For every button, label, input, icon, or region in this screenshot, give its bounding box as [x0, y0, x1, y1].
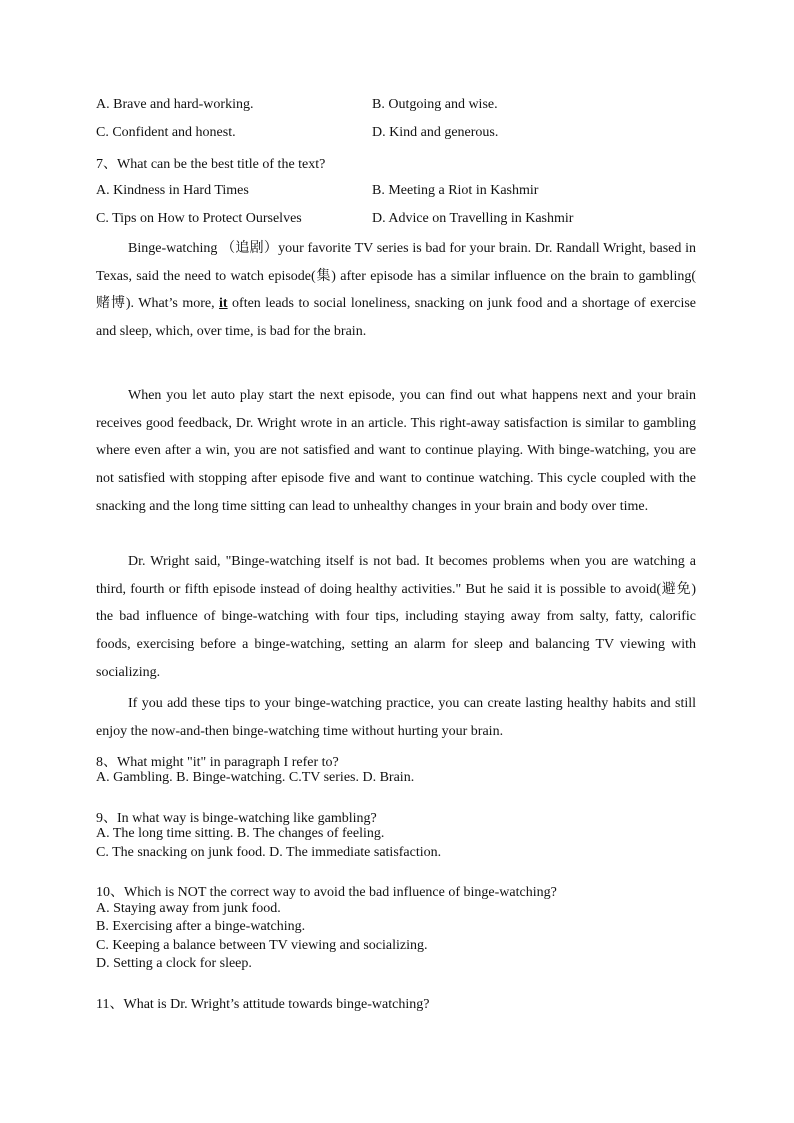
q10-option-b: B. Exercising after a binge-watching.	[96, 919, 306, 934]
q9-options-line-1: A. The long time sitting. B. The changes of feeling.	[96, 826, 385, 841]
p1-text-after: often leads to social loneliness, snacking on junk food and a shortage of exercise and sleep, which, over time, is bad for the brain.	[96, 296, 696, 340]
q7-option-b: B. Meeting a Riot in Kashmir	[372, 183, 539, 198]
q7-option-d: D. Advice on Travelling in Kashmir	[372, 211, 574, 226]
p1-text-before: Binge-watching （追剧）your favorite TV series is bad for your brain. Dr. Randall Wright, based in Texas, said the need to watch episode(集) after episode has a similar influence on the brain to gambling( 赌博). What’s more,	[96, 241, 696, 312]
q8-question: 8、What might "it" in paragraph I refer to?	[96, 755, 339, 770]
passage-paragraph-4	[96, 690, 696, 745]
q10-option-a: A. Staying away from junk food.	[96, 901, 281, 916]
q6-option-b: B. Outgoing and wise.	[372, 97, 498, 112]
p4-text: If you add these tips to your binge-watching practice, you can create lasting healthy habits and still enjoy the now-and-then binge-watching time without hurting your brain.	[96, 696, 696, 739]
p1-highlighted-it: it	[219, 296, 228, 312]
p2-text: When you let auto play start the next episode, you can find out what happens next and your brain receives good feedback, Dr. Wright wrote in an article. This right-away satisfaction is similar to gambling where even after a win, you are not satisfied and want to continue playing. With binge-watching, you are not satisfied with stopping after episode five and want to continue watching. This cycle coupled with the snacking and the long time sitting can lead to unhealthy changes in your brain and body over time.	[96, 388, 696, 514]
q11-question: 11、What is Dr. Wright’s attitude towards binge-watching?	[96, 997, 430, 1012]
q8-options: A. Gambling. B. Binge-watching. C.TV series. D. Brain.	[96, 770, 415, 785]
p3-text: Dr. Wright said, "Binge-watching itself is not bad. It becomes problems when you are watching a third, fourth or fifth episode instead of doing healthy activities." But he said it is possible to avoid(避免) the bad influence of binge-watching with four tips, including staying away from salty, fatty, calorific foods, exercising before a binge-watching, setting an alarm for sleep and balancing TV viewing with socializing.	[96, 554, 696, 680]
q10-option-d: D. Setting a clock for sleep.	[96, 956, 252, 971]
q10-question: 10、Which is NOT the correct way to avoid the bad influence of binge-watching?	[96, 885, 557, 900]
passage-paragraph-3	[96, 548, 696, 687]
q6-option-d: D. Kind and generous.	[372, 125, 499, 140]
q9-options-line-2: C. The snacking on junk food. D. The immediate satisfaction.	[96, 845, 442, 860]
q6-option-c: C. Confident and honest.	[96, 125, 236, 140]
q6-option-a: A. Brave and hard-working.	[96, 97, 254, 112]
passage-paragraph-1	[96, 235, 696, 346]
q7-question: 7、What can be the best title of the text?	[96, 157, 326, 172]
q7-option-a: A. Kindness in Hard Times	[96, 183, 249, 198]
passage-paragraph-2	[96, 382, 696, 521]
q10-option-c: C. Keeping a balance between TV viewing and socializing.	[96, 938, 428, 953]
q7-option-c: C. Tips on How to Protect Ourselves	[96, 211, 302, 226]
q9-question: 9、In what way is binge-watching like gambling?	[96, 811, 377, 826]
